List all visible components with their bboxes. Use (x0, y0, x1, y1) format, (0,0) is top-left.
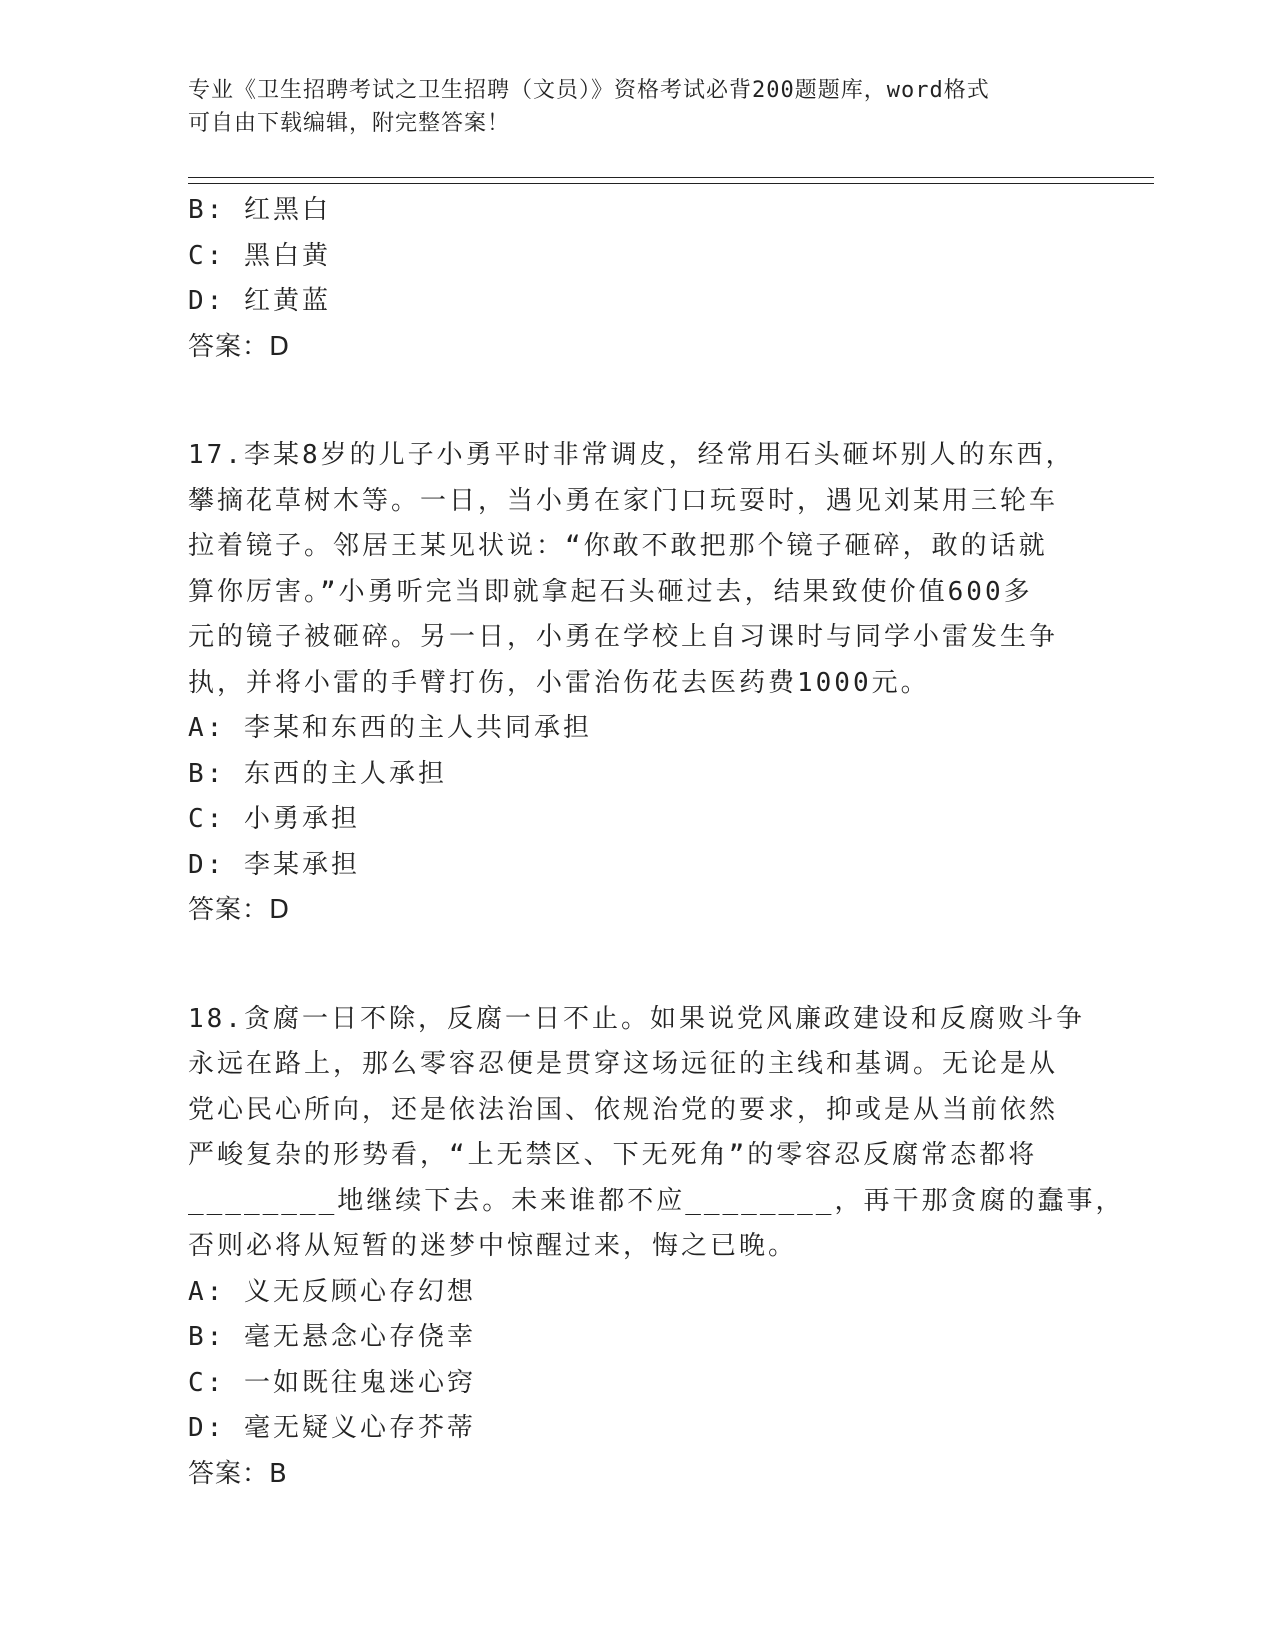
header-title-line-1: 专业《卫生招聘考试之卫生招聘（文员）》资格考试必背200题题库，word格式 (188, 78, 990, 103)
question-text-line: 拉着镜子。邻居王某见状说：“你敢不敢把那个镜子砸碎，敢的话就 (188, 531, 1048, 561)
header-divider-bottom (188, 183, 1154, 184)
option-b: B: 东西的主人承担 (188, 758, 447, 789)
document-header (188, 74, 1088, 140)
answer-line: 答案：D (188, 895, 291, 925)
answer-line: 答案：B (188, 1458, 288, 1489)
option-c: C: 小勇承担 (188, 804, 360, 834)
option-d: D: 红黄蓝 (188, 286, 331, 316)
option-c: C: 黑白黄 (188, 240, 331, 271)
option-d: D: 李某承担 (188, 849, 360, 880)
option-d: D: 毫无疑义心存芥蒂 (188, 1413, 476, 1443)
header-title-line-2: 可自由下载编辑，附完整答案！ (188, 111, 511, 136)
question-text-line: 元的镜子被砸碎。另一日，小勇在学校上自习课时与同学小雷发生争 (188, 622, 1059, 652)
question-text-line: 严峻复杂的形势看，“上无禁区、下无死角”的零容忍反腐常态都将 (188, 1140, 1038, 1170)
question-text-line: 18.贪腐一日不除，反腐一日不止。如果说党风廉政建设和反腐败斗争 (188, 1003, 1085, 1034)
option-b: B: 红黑白 (188, 195, 331, 225)
answer-line: 答案：D (188, 331, 291, 362)
question-text-line: 永远在路上，那么零容忍便是贯穿这场远征的主线和基调。无论是从 (188, 1049, 1059, 1079)
header-divider-top (188, 177, 1154, 178)
question-list (188, 188, 1125, 1497)
question-text-line: 执，并将小雷的手臂打伤，小雷治伤花去医药费1000元。 (188, 667, 930, 698)
question-17 (188, 433, 1088, 934)
question-text-line: ________地继续下去。未来谁都不应________，再干那贪腐的蠢事， (188, 1185, 1125, 1216)
question-text-line: 17.李某8岁的儿子小勇平时非常调皮，经常用石头砸坏别人的东西， (188, 440, 1075, 470)
option-c: C: 一如既往鬼迷心窍 (188, 1367, 476, 1398)
question-text-line: 算你厉害。”小勇听完当即就拿起石头砸过去，结果致使价值600多 (188, 576, 1033, 607)
question-18 (188, 997, 1125, 1498)
question-text-line: 党心民心所向，还是依法治国、依规治党的要求，抑或是从当前依然 (188, 1094, 1059, 1125)
option-a: A: 李某和东西的主人共同承担 (188, 713, 592, 743)
question-text-line: 否则必将从短暂的迷梦中惊醒过来，悔之已晚。 (188, 1231, 798, 1261)
option-a: A: 义无反顾心存幻想 (188, 1276, 476, 1307)
question-text-line: 攀摘花草树木等。一日，当小勇在家门口玩耍时，遇见刘某用三轮车 (188, 485, 1059, 516)
question-16-tail (188, 188, 1088, 370)
option-b: B: 毫无悬念心存侥幸 (188, 1322, 476, 1352)
